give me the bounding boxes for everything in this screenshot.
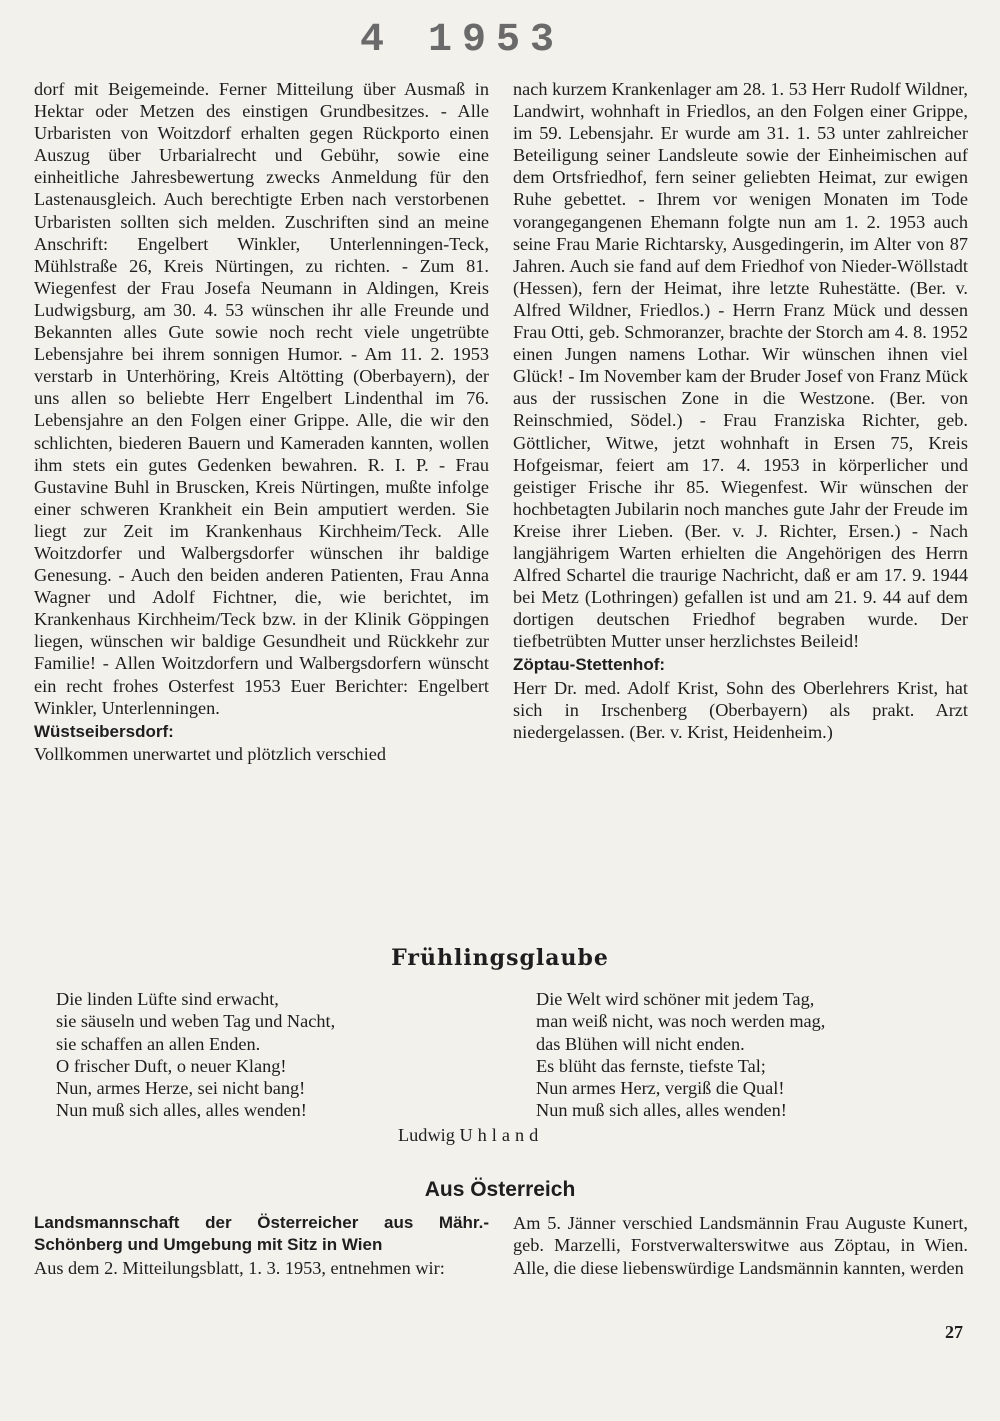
section-left-text: Aus dem 2. Mitteilungsblatt, 1. 3. 1953, entnehmen wir: — [34, 1257, 445, 1278]
poem-line: Nun, armes Herze, sei nicht bang! — [56, 1078, 306, 1099]
poem-stanza-2 — [536, 988, 916, 1122]
section-left-column — [34, 1212, 489, 1279]
left-column-paragraph: dorf mit Beigemeinde. Ferner Mitteilung über Ausmaß in Hektar oder Metzen des einstigen Grundbesitzes. - Alle Urbaristen von Woitzdorf erhalten gegen Rückporto einen Auszug über Urbarialrecht und Gebühr, sowie eine einheitliche Jahresbewertung zwecks Anmeldung für den Lastenausgleich. Auch berechtigte Erben nach verstorbenen Urbaristen sollten sich melden. Zuschriften sind an meine Anschrift: Engelbert Winkler, Unterlenningen-Teck, Mühlstraße 26, Kreis Nürtingen, zu richten. - Zum 81. Wiegenfest der Frau Josefa Neumann in Aldingen, Kreis Ludwigsburg, am 30. 4. 53 wünschen ihr alle Freunde und Bekannten alles Gute sowie noch recht viele ungetrübte Lebensjahre bei ihrem sonnigen Humor. - Am 11. 2. 1953 verstarb in Unterhöring, Kreis Altötting (Oberbayern), der uns allen so beliebte Herr Engelbert Lindenthal im 76. Lebensjahre an den Folgen einer Grippe. Alle, die wir den schlichten, biederen Bauern und Kameraden kannten, wollen ihm stets ein gutes Gedenken bewahren. R. I. P. - Frau Gustavine Buhl in Bruscken, Kreis Nürtingen, mußte infolge einer schweren Krankheit ein Bein amputiert werden. Sie liegt zur Zeit im Krankenhaus Kirchheim/Teck. Alle Woitzdorfer und Walbergsdorfer wünschen ihr baldige Genesung. - Auch den beiden anderen Patienten, Frau Anna Wagner und Adolf Fichtner, die, wie berichtet, im Krankenhaus Kirchheim/Teck bzw. in der Klinik Göppingen liegen, wünschen wir baldige Gesundheit und Rückkehr zur Familie! - Allen Woitzdorfern und Walbergsdorfern wünscht ein recht frohes Osterfest 1953 Euer Berichter: Engelbert Winkler, Unterlenningen. — [34, 79, 489, 718]
poem-line: man weiß nicht, was noch werden mag, — [536, 1011, 826, 1032]
right-column-paragraph-2: Herr Dr. med. Adolf Krist, Sohn des Oberlehrers Krist, hat sich in Irschenberg (Oberbayern) als prakt. Arzt niedergelassen. (Ber. v. Krist, Heidenheim.) — [513, 677, 968, 742]
section-title: Aus Österreich — [424, 1178, 576, 1201]
right-column — [513, 78, 968, 743]
heading-wuestseibersdorf: Wüstseibersdorf: — [34, 721, 174, 741]
left-column-paragraph-2: Vollkommen unerwartet und plötzlich verschied — [34, 743, 386, 764]
poem-title: Frühlingsglaube — [391, 945, 609, 971]
poem-stanza-1 — [56, 988, 476, 1122]
poem-line: Nun armes Herz, vergiß die Qual! — [536, 1078, 785, 1099]
poem-line: O frischer Duft, o neuer Klang! — [56, 1055, 287, 1076]
poem-line: Nun muß sich alles, alles wenden! — [56, 1100, 307, 1121]
poem-line: Es blüht das fernste, tiefste Tal; — [536, 1055, 766, 1076]
poem-line: sie säuseln und weben Tag und Nacht, — [56, 1011, 336, 1032]
author-first-name: Ludwig — [398, 1125, 455, 1145]
date-stamp: 4 1953 — [360, 18, 565, 63]
poem-line: Die Welt wird schöner mit jedem Tag, — [536, 989, 815, 1009]
section-right-column: Am 5. Jänner verschied Landsmännin Frau Auguste Kunert, geb. Marzelli, Forstverwalterswitwe aus Zöptau, in Wien. Alle, die diese liebenswürdige Landsmännin kannten, werden — [513, 1213, 968, 1278]
poem-line: Nun muß sich alles, alles wenden! — [536, 1100, 787, 1121]
author-last-name: Uhland — [459, 1125, 544, 1145]
section-left-heading: Landsmannschaft der Österreicher aus Mähr.-Schönberg und Umgebung mit Sitz in Wien — [34, 1213, 489, 1255]
left-column — [34, 78, 489, 765]
poem-line: das Blühen will nicht enden. — [536, 1033, 745, 1054]
poem-line: sie schaffen an allen Enden. — [56, 1033, 261, 1054]
heading-zoeptau-stettenhof: Zöptau-Stettenhof: — [513, 655, 666, 675]
right-column-paragraph: nach kurzem Krankenlager am 28. 1. 53 Herr Rudolf Wildner, Landwirt, wohnhaft in Friedlos, an den Folgen einer Grippe, im 59. Lebensjahr. Er wurde am 31. 1. 53 unter zahlreicher Beteiligung seiner Landsleute sowie der Einheimischen auf dem Ortsfriedhof, fern seiner geliebten Heimat, zur ewigen Ruhe gebettet. - Ihrem vor wenigen Monaten im Tode vorangegangenen Ehemann folgte nun am 1. 2. 1953 auch seine Frau Marie Richtarsky, Ausgedingerin, im Alter von 87 Jahren. Auch sie fand auf dem Friedhof von Nieder-Wöllstadt (Hessen), fern der Heimat, ihre letzte Ruhestätte. (Ber. v. Alfred Wildner, Friedlos.) - Herrn Franz Mück und dessen Frau Otti, geb. Schmoranzer, brachte der Storch am 4. 8. 1952 einen Jungen namens Lothar. Wir wünschen ihnen viel Glück! - Im November kam der Bruder Josef von Franz Mück aus der russischen Zone in die Westzone. (Ber. von Reinschmied, Södel.) - Frau Franziska Richter, geb. Göttlicher, Witwe, jetzt wohnhaft in Ersen 75, Kreis Hofgeismar, feiert am 17. 4. 1953 in körperlicher und geistiger Frische ihr 85. Wiegenfest. Wir wünschen der hochbetagten Jubilarin noch manches gute Jahr der Freude im Kreise ihrer Lieben. (Ber. v. J. Richter, Ersen.) - Nach langjährigem Warten erhielten die Angehörigen des Herrn Alfred Schartel die traurige Nachricht, daß er am 17. 9. 1944 bei Metz (Lothringen) gefallen ist und am 21. 9. 44 auf dem dortigen deutschen Friedhof begraben wurde. Der tiefbetrübten Mutter unser herzlichstes Beileid! — [513, 79, 968, 652]
poem-line: Die linden Lüfte sind erwacht, — [56, 989, 279, 1009]
poem-author — [398, 1125, 543, 1146]
page-number: 27 — [945, 1322, 963, 1342]
